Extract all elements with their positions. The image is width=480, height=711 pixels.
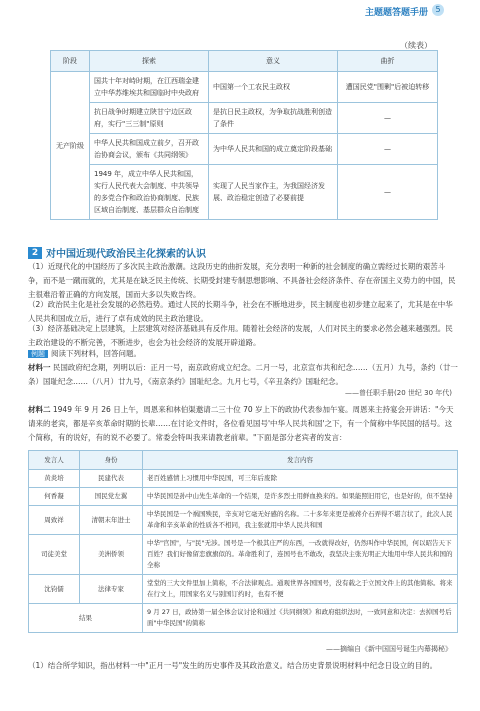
table-header-row — [29, 451, 458, 470]
page-header — [0, 0, 480, 22]
section-heading — [28, 245, 206, 260]
explore-cell: 中华人民共和国成立前夕，召开政治协商会议，颁布《共同纲领》 — [90, 134, 209, 165]
column-header: 发言内容 — [143, 451, 458, 470]
explore-cell: 抗日战争时期建立陕甘宁边区政府，实行"三三制"原则 — [90, 103, 209, 134]
example-prompt — [28, 347, 458, 361]
content-cell: 中华民国是孙中山先生革命的一个结果，是许多烈士用鲜血换来的。如果能照旧用它，也是好的，但不坚持 — [143, 488, 458, 506]
table-row — [29, 488, 458, 506]
content-cell: 老百姓感情上习惯用中华民国，可三年后废除 — [143, 470, 458, 488]
table-row — [51, 165, 438, 220]
table-row — [29, 535, 458, 575]
header-title: 主题题答题手册 — [364, 8, 428, 18]
continued-label: （续表） — [400, 41, 432, 50]
identity-cell: 民建代表 — [80, 470, 143, 488]
speaker-cell: 黄炎培 — [29, 470, 80, 488]
identity-cell: 国民党左翼 — [80, 488, 143, 506]
page-number: 5 — [432, 4, 444, 16]
table-header-row — [51, 51, 438, 72]
content-cell: 中华民国是一个祸国殃民，辛亥对它毫无好感的名称。二十多年来更是被蒋介石弄得不堪言状了，此次人民革命和辛亥革命的性质各不相同，我主张就用中华人民共和国 — [143, 506, 458, 535]
identity-cell: 清朝末年进士 — [80, 506, 143, 535]
column-header: 身份 — [80, 451, 143, 470]
explore-cell: 1949 年，成立中华人民共和国，实行人民代表大会制度、中共领导的多党合作和政治协商制度、民族区域自治制度、基层群众自治制度 — [90, 165, 209, 220]
speaker-cell: 周致祥 — [29, 506, 80, 535]
table-row — [29, 470, 458, 488]
table-row — [51, 103, 438, 134]
speech-table — [28, 450, 458, 633]
speaker-cell: 何香凝 — [29, 488, 80, 506]
identity-cell: 法律专家 — [80, 575, 143, 604]
identity-cell: 美洲侨领 — [80, 535, 143, 575]
column-header: 意义 — [209, 51, 338, 72]
result-cell: 结果 — [29, 604, 143, 633]
meaning-cell: 为中华人民共和国的成立奠定阶段基础 — [209, 134, 338, 165]
paragraph-1: （1）近现代化的中国经历了多次民主政治激潮。这段历史的曲折发展，充分表明一种新的社会制度的确立需经过长期的艰苦斗争，而不是一蹴而就的，尤其是在缺乏民主传统、长期受封建专制思想影响、不具备社会经济条件、存在帝国主义势力的中国，民主很难沿着正确的方向发展，国而大多以失败告终。 — [28, 262, 456, 299]
material-2-label: 材料二 — [28, 405, 51, 414]
exploration-table — [50, 50, 438, 220]
table-2-source: ——摘编自《新中国国号诞生内幕揭秘》 — [326, 645, 452, 653]
material-1-source: ——曾任职手册(20 世纪 30 年代) — [345, 389, 452, 397]
question-1: （1）结合所学知识，指出材料一中"正月一号"发生的历史事件及其政治意义。结合历史背景说明材料中纪念日设立的目的。 — [28, 661, 438, 670]
section-number: 2 — [28, 247, 42, 259]
table-row — [51, 72, 438, 103]
material-1-label: 材料一 — [28, 363, 51, 372]
material-1 — [28, 361, 458, 389]
twist-cell: — — [338, 103, 438, 134]
content-cell: 中华"官国"，与"民"无涉。国号是一个极其庄严的东西，一改就得改好，仍然叫作中华民国，何以昭告天下百姓？我们好像留恋旗旗似的。革命胜利了，连国号也不敢改，我坚决主张光明正大地用中华人民共和国的全称 — [143, 535, 458, 575]
content-cell: 堂堂的三大文件里加上简称，不合法律观点。通观世界各国国号，没有载之于立国文件上的其他简称。将来在行文上，用国家名义与别国订约时，也有不便 — [143, 575, 458, 604]
example-tag: 例题 — [28, 350, 48, 358]
twist-cell: — — [338, 134, 438, 165]
table-row — [29, 506, 458, 535]
example-text: 阅读下列材料，回答问题。 — [51, 349, 141, 358]
table-row — [29, 575, 458, 604]
explore-cell: 国共十年对峙时期，在江西瑞金建立中华苏维埃共和国临时中央政府 — [90, 72, 209, 103]
table-row — [29, 604, 458, 633]
stage-cell: 无产阶级 — [51, 72, 90, 220]
material-2 — [28, 403, 458, 445]
speaker-cell: 司徒美堂 — [29, 535, 80, 575]
twist-cell: 遭国民党"围剿"后被迫转移 — [338, 72, 438, 103]
section-title: 对中国近现代政治民主化探索的认识 — [46, 249, 206, 260]
table-row — [51, 134, 438, 165]
column-header: 阶段 — [51, 51, 90, 72]
column-header: 曲折 — [338, 51, 438, 72]
meaning-cell: 中国第一个工农民主政权 — [209, 72, 338, 103]
meaning-cell: 实现了人民当家作主，为我国经济发展、政治稳定创造了必要前提 — [209, 165, 338, 220]
material-1-text: 民国政府纪念期，列明以后：正月一号，南京政府成立纪念。二月一号，北京宣布共和纪念……（五月）九号，条约（廿一条）国耻纪念……（八月）廿九号，《南京条约》国耻纪念。九月七号，《辛丑条约》国耻纪念。 — [28, 363, 458, 386]
meaning-cell: 是抗日民主政权，为争取抗战胜利创造了条件 — [209, 103, 338, 134]
paragraph-2: （2）政治民主化是社会发展的必然趋势。通过人民的长期斗争，社会在不断地进步，民主制度也初步建立起来了，尤其是在中华人民共和国成立后，进行了卓有成效的民主政治建设。 — [28, 300, 453, 323]
paragraph-3: （3）经济基础决定上层建筑，上层建筑对经济基础具有反作用。随着社会经济的发展，人们对民主的要求必然会越来越强烈。民主政治建设的不断完善，不断进步，也会为社会经济的发展开辟道路。 — [28, 324, 453, 347]
content-cell: 9 月 27 日，政协第一届全体会议讨论和通过《共同纲领》和政府组织法时，一致同意和决定：去掉国号后面"中华民国"的简称 — [143, 604, 458, 633]
material-2-text: 1949 年 9 月 26 日上午，周恩来和林伯渠邀请二三十位 70 岁上下的政协代表参加午宴。周恩来主持宴会开讲话："今天请来的老宾，都是辛亥革命时期的长辈……在讨论文件时，各位看见国号'中华人民共和国'之下，有一个简称中华民国的括号。这个简称，有的说好，有的说不必要了。常委会特叫我来请教老前辈。"下面是部分老宾者的发言： — [28, 405, 454, 442]
twist-cell: — — [338, 165, 438, 220]
speaker-cell: 沈钧儒 — [29, 575, 80, 604]
column-header: 发言人 — [29, 451, 80, 470]
column-header: 探索 — [90, 51, 209, 72]
